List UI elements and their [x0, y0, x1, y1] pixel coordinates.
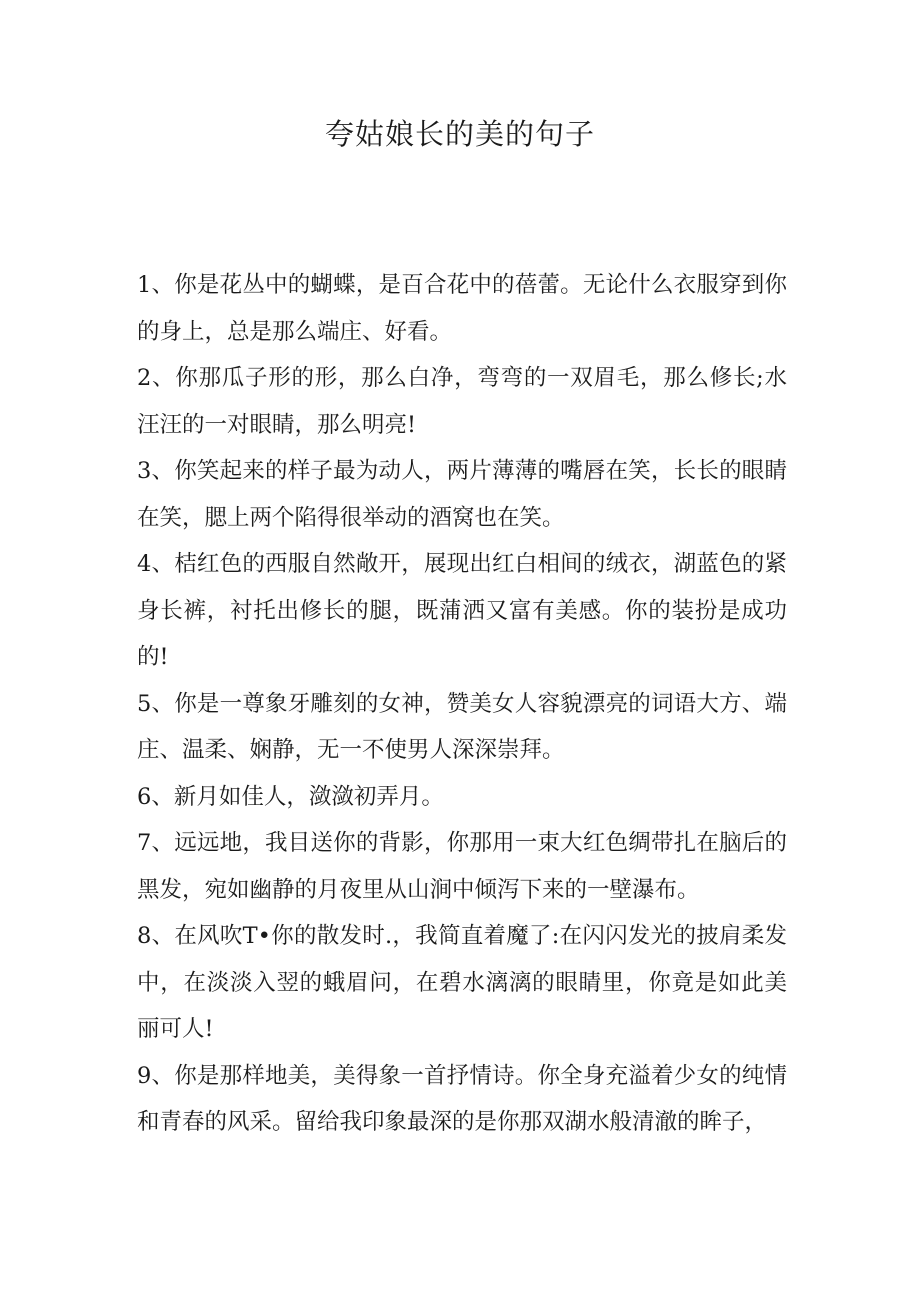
paragraph-8: 8、在风吹T•你的散发时.，我简直着魔了:在闪闪发光的披肩柔发中，在淡淡入翌的蛾眉问，在碧水漓漓的眼睛里，你竟是如此美丽可人!: [137, 923, 787, 1042]
paragraph-2: 2、你那瓜子形的形，那么白净，弯弯的一双眉毛，那么修长;水汪汪的一对眼睛，那么明亮!: [137, 365, 787, 438]
paragraph-7: 7、远远地，我目送你的背影，你那用一束大红色绸带扎在脑后的黑发，宛如幽静的月夜里从山涧中倾泻下来的一壁瀑布。: [137, 830, 787, 903]
paragraph-5: 5、你是一尊象牙雕刻的女神，赞美女人容貌漂亮的词语大方、端庄、温柔、娴静，无一不使男人深深崇拜。: [137, 690, 787, 763]
paragraph-9: 9、你是那样地美，美得象一首抒情诗。你全身充溢着少女的纯情和青春的风采。留给我印象最深的是你那双湖水般清澈的眸子，: [137, 1062, 787, 1135]
document-body: [137, 262, 787, 1146]
document-title: 夸姑娘长的美的句子: [324, 117, 595, 151]
paragraph-4: 4、桔红色的西服自然敞开，展现出红白相间的绒衣，湖蓝色的紧身长裤，衬托出修长的腿，既蒲洒又富有美感。你的装扮是成功的!: [137, 551, 787, 670]
paragraph-6: 6、新月如佳人，潋潋初弄月。: [137, 783, 444, 810]
paragraph-3: 3、你笑起来的样子最为动人，两片薄薄的嘴唇在笑，长长的眼睛在笑，腮上两个陷得很举动的酒窝也在笑。: [137, 458, 787, 531]
paragraph-1: 1、你是花丛中的蝴蝶，是百合花中的蓓蕾。无论什么衣服穿到你的身上，总是那么端庄、好看。: [137, 272, 787, 345]
